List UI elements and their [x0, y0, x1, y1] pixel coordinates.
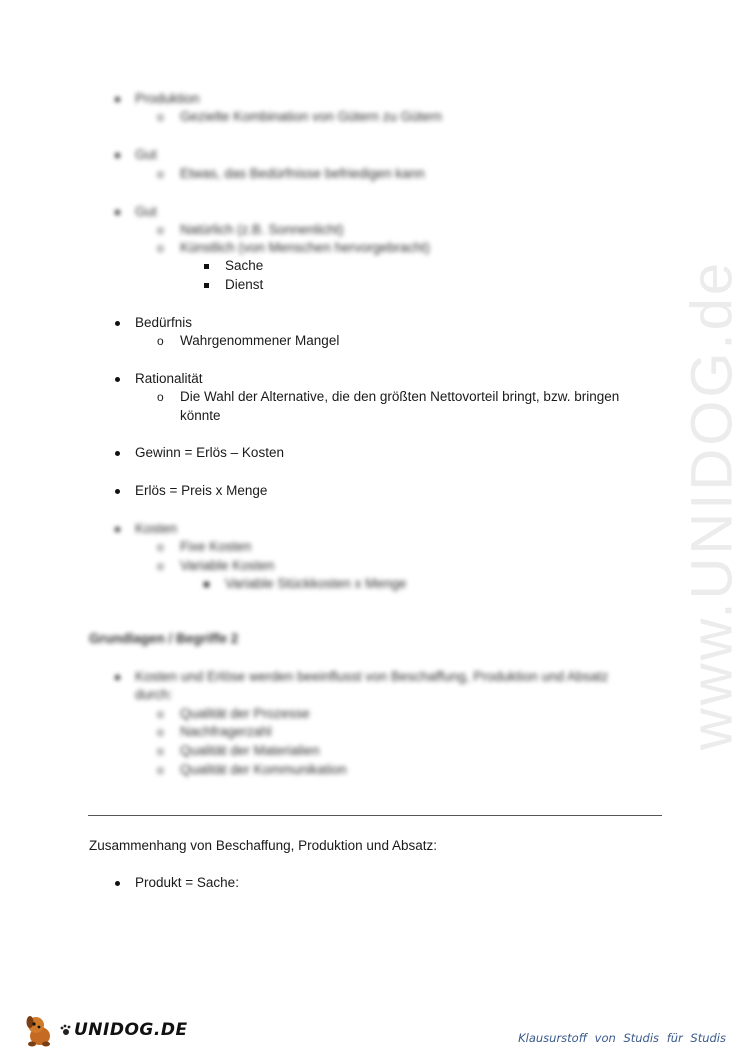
list-subitem: Nachfragerzahl	[180, 724, 272, 739]
paragraph-intro: Zusammenhang von Beschaffung, Produktion und Absatz:	[89, 838, 437, 853]
circle-bullet-icon: o	[157, 110, 164, 124]
list-subitem: Natürlich (z.B. Sonnenlicht)	[180, 222, 344, 237]
circle-bullet-icon: o	[157, 540, 164, 554]
list-item: Kosten und Erlöse werden beeinflusst von Beschaffung, Produktion und Absatz	[135, 669, 609, 684]
square-bullet-icon	[204, 283, 209, 288]
list-subitem: Qualität der Materialien	[180, 743, 320, 758]
list-subsubitem: Dienst	[225, 277, 264, 292]
bullet-icon	[115, 527, 120, 532]
circle-bullet-icon: o	[157, 167, 164, 181]
circle-bullet-icon: o	[157, 223, 164, 237]
bullet-icon	[115, 451, 120, 456]
list-item: Produkt = Sache:	[135, 875, 239, 890]
bullet-icon	[115, 489, 120, 494]
list-subitem: Die Wahl der Alternative, die den größten Nettovorteil bringt, bzw. bringen	[180, 389, 620, 404]
dog-icon	[22, 1012, 58, 1048]
logo-text: UNIDOG.DE	[74, 1020, 188, 1040]
unidog-logo[interactable]	[22, 1012, 188, 1048]
circle-bullet-icon: o	[157, 744, 164, 758]
bullet-icon	[115, 153, 120, 158]
circle-bullet-icon: o	[157, 763, 164, 777]
list-item: Produktion	[135, 91, 200, 106]
bullet-icon	[115, 210, 120, 215]
bullet-icon	[115, 321, 120, 326]
list-subitem: Künstlich (von Menschen hervorgebracht)	[180, 240, 430, 255]
list-item-continuation: durch:	[135, 687, 173, 702]
list-item: Rationalität	[135, 371, 203, 386]
square-bullet-icon	[204, 582, 209, 587]
square-bullet-icon	[204, 264, 209, 269]
list-item: Kosten	[135, 521, 178, 536]
list-subitem: Fixe Kosten	[180, 539, 252, 554]
circle-bullet-icon: o	[157, 707, 164, 721]
list-subitem: Etwas, das Bedürfnisse befriedigen kann	[180, 166, 425, 181]
circle-bullet-icon: o	[157, 390, 164, 404]
list-item: Gut	[135, 204, 157, 219]
list-subitem: Variable Kosten	[180, 558, 275, 573]
list-subitem: Gezielte Kombination von Gütern zu Gütern	[180, 109, 442, 124]
circle-bullet-icon: o	[157, 241, 164, 255]
list-subitem: Wahrgenommener Mangel	[180, 333, 340, 348]
horizontal-divider	[88, 815, 662, 816]
circle-bullet-icon: o	[157, 559, 164, 573]
footer-tagline: Klausurstoff von Studis für Studis	[518, 1031, 726, 1045]
circle-bullet-icon: o	[157, 334, 164, 348]
circle-bullet-icon: o	[157, 725, 164, 739]
bullet-icon	[115, 97, 120, 102]
list-item: Erlös = Preis x Menge	[135, 483, 268, 498]
section-heading: Grundlagen / Begriffe 2	[89, 631, 239, 646]
list-subitem: Qualität der Prozesse	[180, 706, 310, 721]
paw-icon	[60, 1024, 72, 1036]
watermark: www.UNIDOG.de	[679, 259, 745, 751]
list-item: Gut	[135, 147, 157, 162]
bullet-icon	[115, 881, 120, 886]
list-subsubitem: Sache	[225, 258, 264, 273]
list-subitem-continuation: könnte	[180, 408, 221, 423]
list-item: Gewinn = Erlös – Kosten	[135, 445, 284, 460]
list-item: Bedürfnis	[135, 315, 193, 330]
list-subsubitem: Variable Stückkosten x Menge	[225, 576, 407, 591]
list-subitem: Qualität der Kommunikation	[180, 762, 347, 777]
bullet-icon	[115, 377, 120, 382]
bullet-icon	[115, 675, 120, 680]
